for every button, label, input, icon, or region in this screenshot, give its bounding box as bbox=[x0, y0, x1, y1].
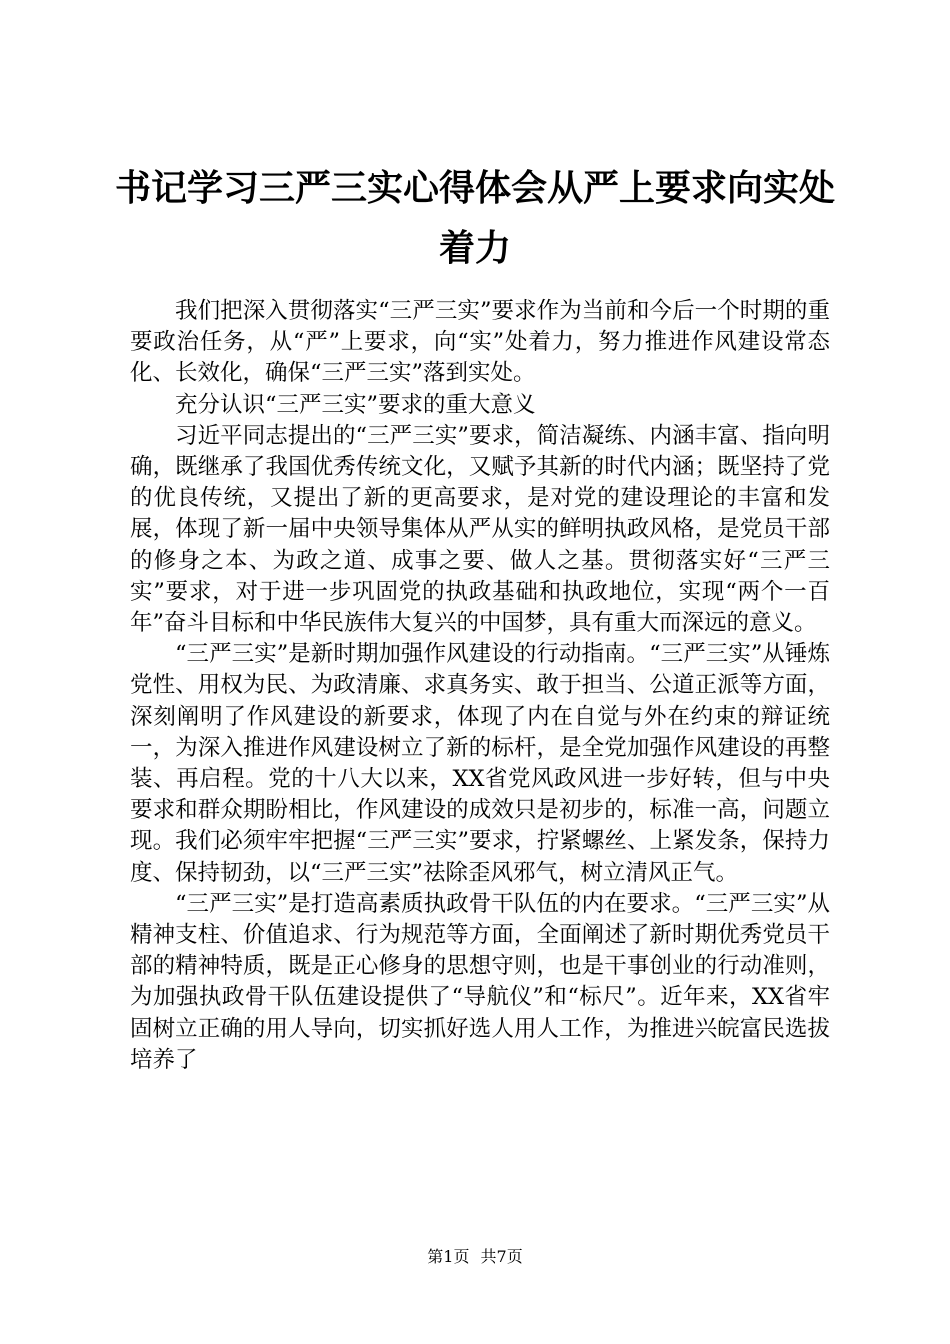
page-footer bbox=[0, 1244, 950, 1267]
paragraph: “三严三实”是新时期加强作风建设的行动指南。“三严三实”从锤炼党性、用权为民、为政清廉、求真务实、敢于担当、公道正派等方面，深刻阐明了作风建设的新要求，体现了内在自觉与外在约束的辩证统一，为深入推进作风建设树立了新的标杆，是全党加强作风建设的再整装、再启程。党的十八大以来，XX省党风政风进一步好转，但与中央要求和群众期盼相比，作风建设的成效只是初步的，标准一高，问题立现。我们必须牢牢把握“三严三实”要求，拧紧螺丝、上紧发条，保持力度、保持韧劲，以“三严三实”祛除歪风邪气，树立清风正气。 bbox=[130, 641, 830, 886]
page-number-current: 第1页 bbox=[427, 1247, 470, 1266]
paragraph: 习近平同志提出的“三严三实”要求，简洁凝练、内涵丰富、指向明确，既继承了我国优秀传统文化，又赋予其新的时代内涵；既坚持了党的优良传统，又提出了新的更高要求，是对党的建设理论的丰富和发展，体现了新一届中央领导集体从严从实的鲜明执政风格，是党员干部的修身之本、为政之道、成事之要、做人之基。贯彻落实好“三严三实”要求，对于进一步巩固党的执政基础和执政地位，实现“两个一百年”奋斗目标和中华民族伟大复兴的中国梦，具有重大而深远的意义。 bbox=[130, 422, 830, 637]
document-title: 书记学习三严三实心得体会从严上要求向实处着力 bbox=[114, 167, 835, 269]
section-heading: 充分认识“三严三实”要求的重大意义 bbox=[175, 391, 536, 418]
document-body bbox=[130, 296, 830, 1076]
paragraph: “三严三实”是打造高素质执政骨干队伍的内在要求。“三严三实”从精神支柱、价值追求、行为规范等方面，全面阐述了新时期优秀党员干部的精神特质，既是正心修身的思想守则，也是干事创业的行动准则，为加强执政骨干队伍建设提供了“导航仪”和“标尺”。近年来，XX省牢固树立正确的用人导向，切实抓好选人用人工作，为推进兴皖富民选拔培养了 bbox=[130, 890, 830, 1073]
page-number-total: 共7页 bbox=[480, 1247, 523, 1266]
paragraph: 我们把深入贯彻落实“三严三实”要求作为当前和今后一个时期的重要政治任务，从“严”上要求，向“实”处着力，努力推进作风建设常态化、长效化，确保“三严三实”落到实处。 bbox=[130, 298, 830, 387]
